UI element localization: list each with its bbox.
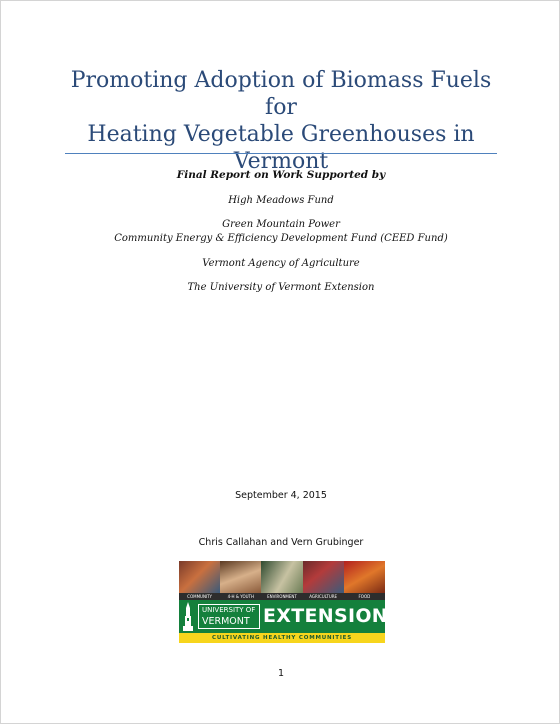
uni-line-2: VERMONT — [202, 616, 250, 627]
funder-green-mountain-power: Green Mountain Power — [222, 219, 340, 230]
title-divider — [65, 153, 497, 154]
report-authors: Chris Callahan and Vern Grubinger — [198, 537, 364, 548]
food-photo — [344, 561, 385, 593]
category-label: ENVIRONMENT — [267, 594, 297, 599]
logo-category-labels — [179, 593, 385, 600]
extension-wordmark: EXTENSION — [263, 605, 388, 627]
university-of-vermont-wordmark — [198, 604, 260, 629]
community-photo — [179, 561, 220, 593]
category-label: 4-H & YOUTH — [227, 594, 254, 599]
category-label: FOOD — [358, 594, 371, 599]
title-line-3: Vermont — [233, 149, 329, 174]
agriculture-photo — [303, 561, 344, 593]
logo-tagline: CULTIVATING HEALTHY COMMUNITIES — [179, 633, 385, 643]
funder-ceed-fund: Community Energy & Efficiency Development Fund (CEED Fund) — [114, 233, 448, 244]
category-label: COMMUNITY — [187, 594, 213, 599]
funder-high-meadows: High Meadows Fund — [228, 195, 334, 206]
bell-tower-icon — [182, 602, 194, 631]
youth-photo — [220, 561, 261, 593]
page-number: 1 — [277, 668, 285, 679]
title-line-1: Promoting Adoption of Biomass Fuels for — [70, 68, 492, 120]
report-date: September 4, 2015 — [235, 490, 327, 501]
report-subtitle: Final Report on Work Supported by — [176, 169, 386, 181]
funder-uvm-extension: The University of Vermont Extension — [187, 282, 375, 293]
logo-green-band — [179, 600, 388, 633]
category-label: AGRICULTURE — [309, 594, 338, 599]
title-line-2: Heating Vegetable Greenhouses in — [87, 122, 475, 147]
environment-photo — [261, 561, 302, 593]
report-title — [61, 67, 501, 175]
uni-line-1: UNIVERSITY OF — [202, 606, 256, 614]
logo-photo-strip — [179, 561, 385, 593]
uvm-extension-logo — [179, 561, 388, 643]
funder-vt-agency-agriculture: Vermont Agency of Agriculture — [202, 258, 360, 269]
